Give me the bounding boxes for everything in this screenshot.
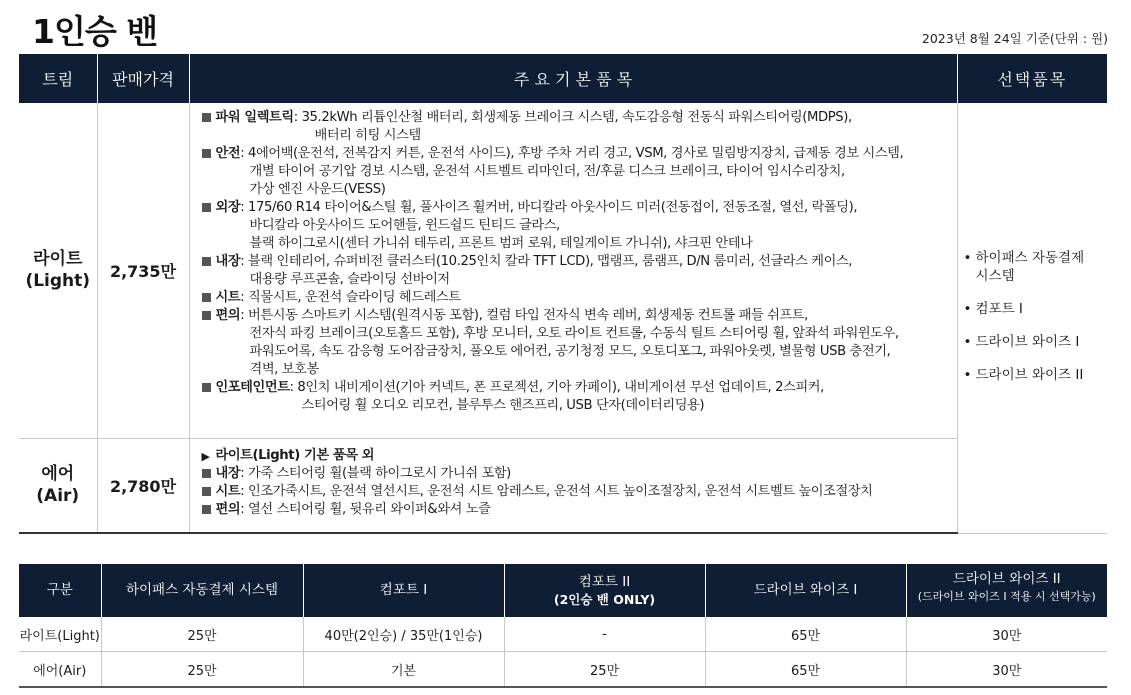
square-bullet-icon [202, 505, 211, 514]
opt-header-comfort2 [504, 564, 705, 617]
feature-category: 편의 [215, 501, 241, 517]
items-air [189, 438, 957, 533]
opt-header-comfort1: 컴포트 I [303, 564, 504, 617]
opt-cell-comfort2: - [504, 617, 705, 652]
option-row-light [19, 617, 1107, 652]
opt-header-dw1: 드라이브 와이즈 I [705, 564, 906, 617]
air-base-note [202, 447, 957, 465]
feature-category: 인포테인먼트 [215, 380, 290, 395]
bullet-dot-icon: • [963, 333, 972, 350]
feature-text: : 175/60 R14 타이어&스틸 휠, 풀사이즈 휠커버, 바디칼라 아웃사이드 미러(전동접이, 전동조절, 열선, 락폴딩), [240, 200, 858, 215]
feature-text: 스티어링 휠 오디오 리모컨, 블루투스 핸즈프리, USB 단자(데이터리딩용) [301, 398, 705, 413]
option-text: 하이패스 자동결제 [975, 249, 1085, 266]
trim-light [19, 103, 97, 438]
option-item [964, 249, 1108, 285]
option-item [964, 333, 1108, 351]
square-bullet-icon [202, 311, 211, 320]
feature-text: 개별 타이어 공기압 경보 시스템, 운전석 시트벨트 리마인더, 전/후륜 디스크 브레이크, 타이어 임시수리장치, [249, 164, 845, 179]
main-table-header [19, 54, 1107, 103]
feature-text: 블랙 하이그로시(센터 가니쉬 테두리, 프론트 범퍼 로워, 테일게이트 가니쉬), 샤크핀 안테나 [249, 236, 753, 251]
square-bullet-icon [202, 257, 211, 266]
square-bullet-icon [202, 149, 211, 158]
opt-cell-dw2: 30만 [906, 617, 1107, 652]
opt-header-category: 구분 [19, 564, 101, 617]
opt-cell-dw1: 65만 [705, 652, 906, 688]
option-table-header [19, 564, 1107, 617]
opt-cell-hipass: 25만 [101, 617, 303, 652]
feature-category: 안전 [215, 146, 241, 161]
price-air: 2,780만 [97, 438, 189, 533]
trim-air [19, 438, 97, 533]
trim-light-ko: 라이트 [33, 249, 83, 270]
feature-item [202, 465, 957, 483]
opt-cell-comfort1: 40만(2인승) / 35만(1인승) [303, 617, 504, 652]
feature-text: : 버튼시동 스마트키 시스템(원격시동 포함), 컬럼 타입 전자식 변속 레버, 회생제동 컨트롤 패들 쉬프트, [240, 308, 808, 323]
square-bullet-icon [202, 113, 211, 122]
feature-text: 대용량 루프콘솔, 슬라이딩 선바이저 [249, 272, 450, 287]
opt-header-hipass: 하이패스 자동결제 시스템 [101, 564, 303, 617]
feature-text: 바디칼라 아웃사이드 도어핸들, 윈드쉴드 틴티드 글라스, [249, 218, 560, 233]
trim-air-ko: 에어 [41, 464, 75, 485]
opt-header-comfort2-title: 컴포트 II [578, 573, 631, 590]
option-item [964, 366, 1108, 384]
square-bullet-icon [202, 203, 211, 212]
feature-category: 시트 [215, 483, 241, 499]
feature-category: 내장 [215, 465, 241, 481]
option-text: 시스템 [975, 267, 1015, 284]
triangle-right-icon: ▶ [201, 449, 210, 463]
feature-text: : 가죽 스티어링 휠(블랙 하이그로시 가니쉬 포함) [240, 465, 511, 481]
feature-text: 전자식 파킹 브레이크(오토홀드 포함), 후방 모니터, 오토 라이트 컨트롤, 수동식 틸트 스티어링 휠, 앞좌석 파워윈도우, [249, 326, 899, 341]
feature-text: 배터리 히팅 시스템 [314, 128, 421, 143]
square-bullet-icon [202, 293, 211, 302]
feature-text: : 4에어백(운전석, 전복감지 커튼, 운전석 사이드), 후방 주차 거리 경고, VSM, 경사로 밀림방지장치, 급제동 경보 시스템, [240, 146, 904, 161]
feature-text: 가상 엔진 사운드(VESS) [249, 182, 386, 197]
option-item [964, 300, 1108, 318]
opt-header-dw2-sub: (드라이브 와이즈 I 적용 시 선택가능) [917, 590, 1096, 603]
feature-text: : 인조가죽시트, 운전석 열선시트, 운전석 시트 암레스트, 운전석 시트 높이조절장치, 운전석 시트벨트 높이조절장치 [240, 483, 873, 499]
opt-cell-dw2: 30만 [906, 652, 1107, 688]
opt-cell-trim: 라이트(Light) [19, 617, 101, 652]
row-air [19, 438, 1107, 533]
feature-category: 편의 [215, 308, 241, 323]
feature-text: : 8인치 내비게이션(기아 커넥트, 폰 프로젝션, 기아 카페이), 내비게이션 무선 업데이트, 2스피커, [289, 380, 824, 395]
feature-text: : 블랙 인테리어, 슈퍼비전 클러스터(10.25인치 칼라 TFT LCD), 맵램프, 룸램프, D/N 룸미러, 선글라스 케이스, [240, 254, 853, 269]
feature-item [202, 307, 957, 379]
header-main-items: 주 요 기 본 품 목 [189, 54, 957, 103]
opt-cell-dw1: 65만 [705, 617, 906, 652]
square-bullet-icon [202, 383, 211, 392]
square-bullet-icon [202, 469, 211, 478]
bullet-dot-icon: • [963, 366, 972, 383]
feature-text: 격벽, 보호봉 [249, 362, 319, 377]
feature-category: 외장 [215, 200, 241, 215]
feature-item [202, 109, 957, 145]
trim-air-en: (Air) [36, 486, 80, 507]
feature-text: : 35.2kWh 리튬인산철 배터리, 회생제동 브레이크 시스템, 속도감응형 전동식 파워스티어링(MDPS), [293, 110, 852, 125]
opt-header-comfort2-sub: (2인승 밴 ONLY) [553, 591, 656, 607]
date-unit-note: 2023년 8월 24일 기준(단위 : 원) [921, 31, 1108, 46]
feature-category: 시트 [215, 290, 241, 305]
price-light: 2,735만 [97, 103, 189, 438]
header-trim: 트림 [19, 54, 97, 103]
option-price-table [19, 564, 1107, 688]
option-row-air [19, 652, 1107, 688]
opt-cell-comfort1: 기본 [303, 652, 504, 688]
feature-item [202, 253, 957, 289]
row-light [19, 103, 1107, 438]
header-price: 판매가격 [97, 54, 189, 103]
feature-item [202, 145, 957, 199]
feature-item [202, 199, 957, 253]
feature-item [202, 289, 957, 307]
feature-item [202, 501, 957, 519]
options-list [957, 103, 1107, 533]
opt-header-dw2-title: 드라이브 와이즈 II [952, 571, 1061, 587]
feature-category: 파워 일렉트릭 [215, 110, 294, 125]
feature-item [202, 483, 957, 501]
trim-light-en: (Light) [25, 271, 91, 292]
option-text: 컴포트 I [975, 300, 1023, 317]
feature-item [202, 379, 957, 415]
feature-text: : 직물시트, 운전석 슬라이딩 헤드레스트 [240, 290, 461, 305]
bullet-dot-icon: • [963, 300, 972, 317]
opt-cell-trim: 에어(Air) [19, 652, 101, 688]
feature-text: 파워도어록, 속도 감응형 도어잠금장치, 풀오토 에어컨, 공기청정 모드, 오토디포그, 파워아웃렛, 별물형 USB 충전기, [249, 344, 891, 359]
opt-header-dw2 [906, 564, 1107, 617]
opt-cell-comfort2: 25만 [504, 652, 705, 688]
header-options: 선택품목 [957, 54, 1107, 103]
square-bullet-icon [202, 487, 211, 496]
items-light [189, 103, 957, 438]
feature-category: 내장 [215, 254, 241, 269]
opt-cell-hipass: 25만 [101, 652, 303, 688]
bullet-dot-icon: • [963, 249, 972, 266]
air-base-note-text: 라이트(Light) 기본 품목 외 [215, 447, 375, 463]
feature-text: : 열선 스티어링 휠, 뒷유리 와이퍼&와셔 노즐 [240, 501, 491, 517]
trim-price-table [19, 54, 1107, 534]
option-text: 드라이브 와이즈 II [975, 366, 1084, 383]
option-text: 드라이브 와이즈 I [975, 333, 1080, 350]
page-title: 1인승 밴 [32, 12, 158, 51]
